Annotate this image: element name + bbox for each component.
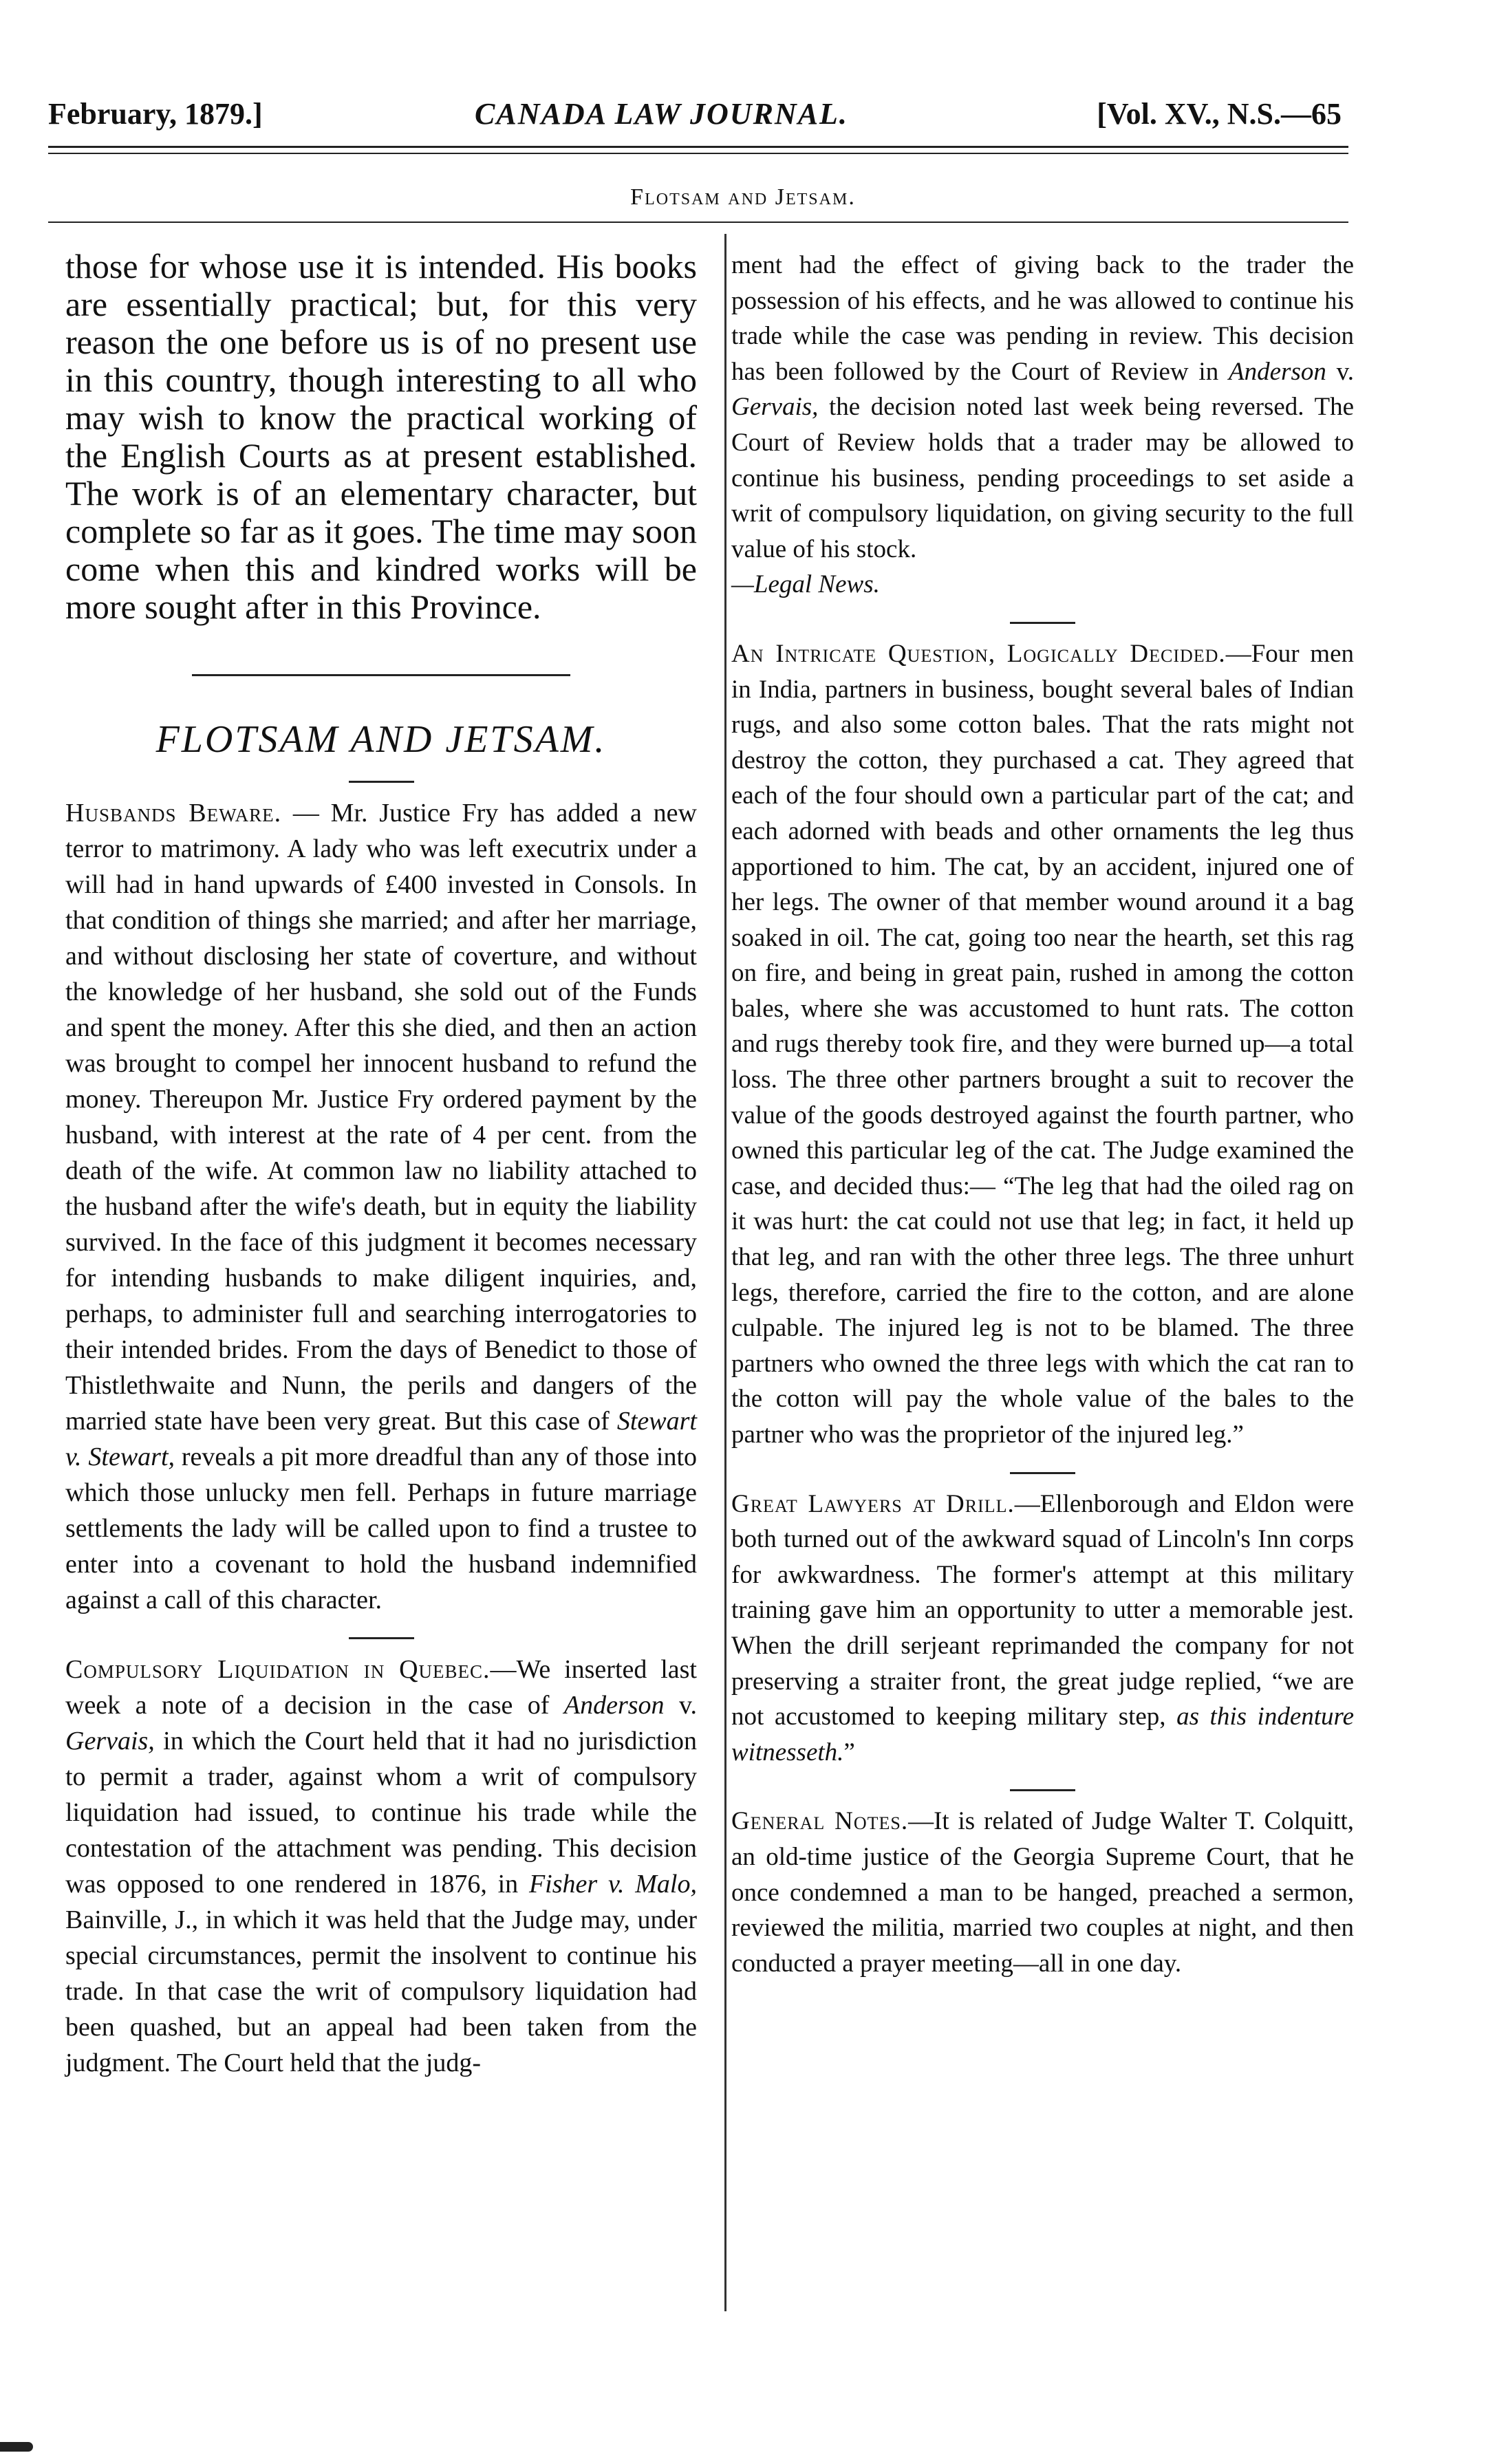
item-great-lawyers: [731, 1487, 1354, 1771]
case-name: Gervais,: [731, 393, 819, 422]
item-intricate-question: [731, 636, 1354, 1453]
item-heading: An Intricate Question, Logically Decided.: [731, 639, 1226, 668]
section-head: Flotsam and Jetsam.: [630, 184, 856, 210]
header-rule: [48, 146, 1348, 148]
item-compulsory-liquidation: [65, 1652, 697, 2081]
item-text: —It is related of Judge Walter T. Colquitt, an old-time justice of the Georgia Supreme Court, that he once condemned a man to be hanged, preached a sermon, reviewed the militia, married two couples at night, and then conducted a prayer meeting—all in one day.: [731, 1807, 1355, 1978]
running-head: [48, 96, 1342, 144]
item-text: v.: [664, 1691, 697, 1720]
quoted-jest: as this indenture witnesseth.: [731, 1703, 1354, 1766]
case-name: Anderson: [1229, 357, 1326, 386]
item-text: — Mr. Justice Fry has added a new terror to matrimony. A lady who was left executrix under a will had in hand upwards of £400 invested in Consols. In that condition of things she married; and after her marriage, and without disclosing her state of coverture, and without the knowledge of her husband, she sold out of the Funds and spent the money. After this she died, and then an action was brought to compel her innocent husband to refund the money. Thereupon Mr. Justice Fry ordered payment by the husband, with interest at the rate of 4 per cent. from the death of the wife. At common law no liability attached to the husband after the wife's death, but in equity the liability survived. In the face of this judgment it becomes necessary for intending husbands to make diligent inquiries, and, perhaps, to administer full and searching interrogatories to their intended brides. From the days of Benedict to those of Thistlethwaite and Nunn, the perils and dangers of the married state have been very great. But this case of: [65, 799, 697, 1436]
case-name: Fisher v. Malo,: [528, 1870, 697, 1899]
case-name: Gervais,: [65, 1727, 155, 1755]
right-column: [731, 248, 1354, 1981]
scan-edge-mark: [0, 2442, 33, 2452]
item-heading: Compulsory Liquidation in Quebec.: [65, 1655, 491, 1684]
item-husbands-beware: [65, 795, 697, 1618]
compulsory-continuation: [731, 248, 1354, 603]
source-citation: —Legal News.: [731, 570, 880, 599]
item-text: ment had the effect of giving back to the trader the possession of his effects, and he was allowed to continue his trade while the case was pending in review. This decision has been followed by the Court of Review in: [731, 251, 1354, 386]
item-text: —Ellenborough and Eldon were both turned out of the awkward squad of Lincoln's Inn corps for awkwardness. The former's attempt at this military training gave him an opportunity to utter a memorable jest. When the drill serjeant reprimanded the company for not preserving a straiter front, the great judge replied, “we are not accustomed to keeping military step,: [731, 1489, 1355, 1731]
item-heading: Husbands Beware.: [65, 799, 282, 828]
section-rule: [48, 221, 1348, 223]
article-title: FLOTSAM AND JETSAM.: [155, 718, 607, 761]
item-text: the decision noted last week being reversed. The Court of Review holds that a trader may be allowed to continue his business, pending proceedings to set aside a writ of compulsory liquidation, on giving security to the full value of his stock.: [731, 393, 1354, 563]
item-text: in which the Court held that it had no jurisdiction to permit a trader, against whom a writ of compulsory liquidation had issued, to continue his trade while the contestation of the attachment was pending. This decision was opposed to one rendered in 1876, in: [65, 1727, 697, 1899]
item-text: —Four men in India, partners in business, bought several bales of Indian rugs, and also some cotton bales. That the rats might not destroy the cotton, they purchased a cat. They agreed that each of the four should own a particular part of the cat; and each adorned with beads and other ornaments the leg thus apportioned to him. The cat, by an accident, injured one of her legs. The owner of that member wound around it a bag soaked in oil. The cat, going too near the hearth, set this rag on fire, and being in great pain, rushed in among the cotton bales, where she was accustomed to hunt rats. The cotton and rugs thereby took fire, and they were burned up—a total loss. The three other partners brought a suit to recover the value of the goods destroyed against the fourth partner, who owned this particular leg of the cat. The Judge examined the case, and decided thus:— “The leg that had the oiled rag on it was hurt: the cat could not use that leg; in fact, it held up that leg, and ran with the other three legs. The three unhurt legs, therefore, carried the fire to the cotton, and are alone culpable. The injured leg is not to be blamed. The three partners who owned the three legs with which the cat ran to the cotton will pay the whole value of the bales to the partner who was the proprietor of the injured leg.”: [731, 639, 1355, 1449]
item-text: reveals a pit more dreadful than any of those into which those unlucky men fell. Perhaps in future marriage settlements the lady will be called upon to find a trustee to enter into a covenant to hold the husband indemnified against a call of this character.: [65, 1442, 697, 1614]
item-text: ”: [843, 1738, 855, 1766]
volume-page-number: [Vol. XV., N.S.—65: [1097, 97, 1342, 131]
item-divider: [1010, 622, 1075, 624]
case-name: Anderson: [563, 1691, 665, 1720]
case-name: Stewart v. Stewart,: [65, 1407, 697, 1471]
item-divider: [1010, 1789, 1075, 1791]
journal-title: CANADA LAW JOURNAL.: [475, 97, 848, 131]
left-column: [65, 248, 697, 2081]
issue-date: February, 1879.]: [48, 97, 263, 131]
item-general-notes: [731, 1804, 1354, 1981]
review-continuation: those for whose use it is intended. His books are essentially practical; but, for this very reason the one before us is of no present use in this country, though interesting to all who may wish to know the practical working of the English Courts as at present established. The work is of an elementary character, but complete so far as it goes. The time may soon come when this and kindred works will be more sought after in this Province.: [65, 247, 697, 626]
item-text: Bainville, J., in which it was held that the Judge may, under special circumstances, permit the insolvent to continue his trade. In that case the writ of compulsory liquidation had been quashed, but an appeal had been taken from the judgment. The Court held that the judg-: [65, 1905, 697, 2077]
item-divider: [1010, 1472, 1075, 1474]
item-text: v.: [1326, 357, 1354, 386]
item-divider: [349, 1637, 414, 1639]
item-heading: General Notes.: [731, 1807, 909, 1836]
item-heading: Great Lawyers at Drill.: [731, 1489, 1015, 1518]
title-divider: [349, 781, 414, 783]
column-divider: [724, 234, 726, 2311]
header-rule-thin: [48, 153, 1348, 154]
section-divider: [192, 674, 570, 676]
item-text: —We inserted last week a note of a decision in the case of: [65, 1655, 697, 1720]
